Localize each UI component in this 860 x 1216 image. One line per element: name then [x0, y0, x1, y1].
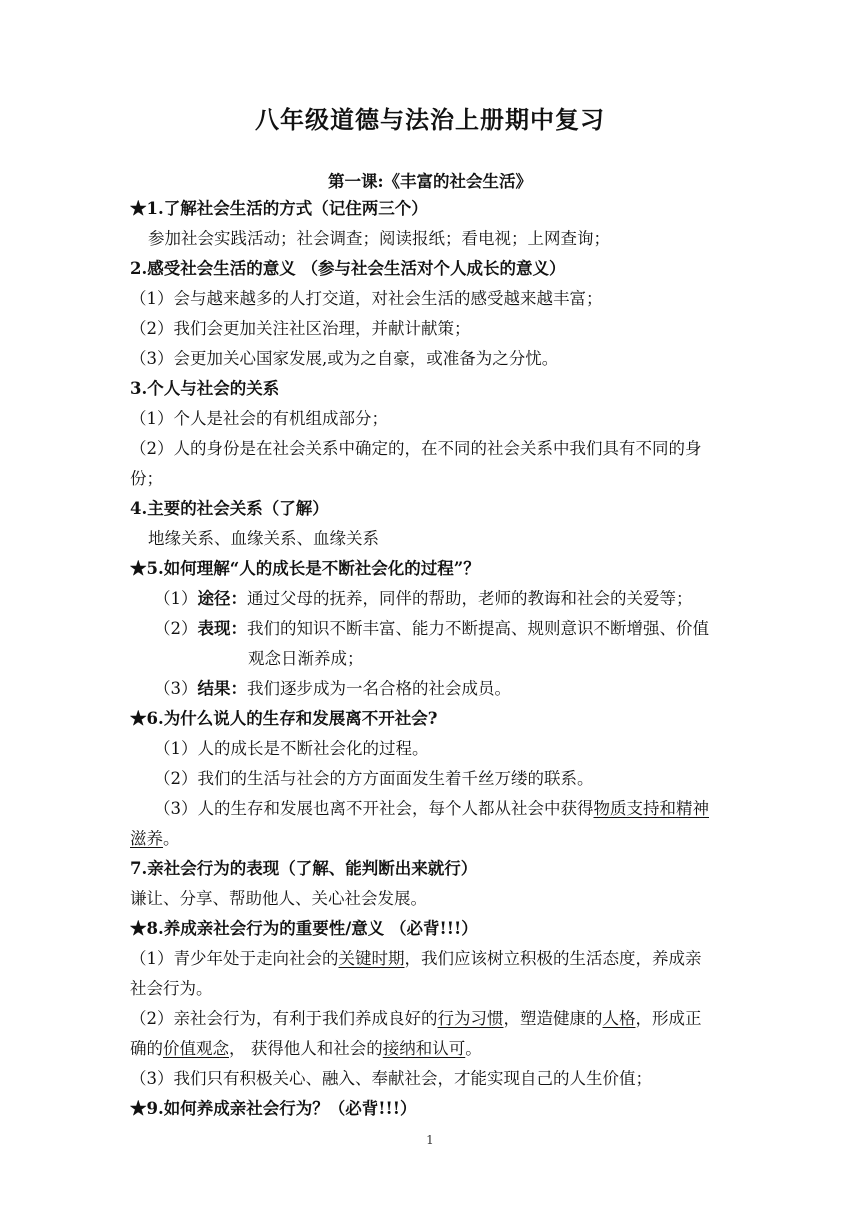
section-1-heading: ★1.了解社会生活的方式（记住两三个）: [130, 199, 428, 218]
section-4-heading: 4.主要的社会关系（了解）: [130, 499, 329, 518]
page-number: 1: [426, 1133, 434, 1147]
section-8-item-1: [130, 944, 735, 974]
underlined-keyword: 价值观念: [163, 1039, 229, 1058]
section-6-heading: ★6.为什么说人的生存和发展离不开社会?: [130, 709, 438, 728]
section-3-item-2: （2）人的身份是在社会关系中确定的，在不同的社会关系中我们具有不同的身: [130, 439, 702, 458]
section-2-item-3: （3）会更加关心国家发展,或为之自豪，或准备为之分忧。: [130, 349, 559, 368]
document-body: [130, 194, 735, 1124]
section-6-item-3: [130, 794, 735, 824]
item-number: （2）: [154, 619, 198, 638]
underlined-keyword: 行为习惯: [437, 1009, 504, 1028]
item-text: 。: [465, 1039, 482, 1058]
underlined-keyword: 滋养: [130, 829, 163, 848]
section-7-text: 谦让、分享、帮助他人、关心社会发展。: [130, 889, 427, 908]
item-text: （3）人的生存和发展也离不开社会，每个人都从社会中获得: [154, 799, 594, 818]
item-text: ，塑造健康的: [503, 1009, 603, 1028]
section-8-heading: ★8.养成亲社会行为的重要性/意义 （必背!!!）: [130, 919, 478, 938]
section-5-item-2: [130, 614, 735, 644]
section-2-item-1: （1）会与越来越多的人打交道，对社会生活的感受越来越丰富；: [130, 289, 603, 308]
section-3-item-1: （1）个人是社会的有机组成部分；: [130, 409, 388, 428]
item-label: 途径：: [197, 589, 247, 608]
underlined-keyword: 物质支持和精神: [593, 799, 709, 818]
section-7-heading: 7.亲社会行为的表现（了解、能判断出来就行）: [130, 859, 478, 878]
item-number: （1）: [154, 589, 198, 608]
section-5-heading: ★5.如何理解“人的成长是不断社会化的过程”？: [130, 559, 480, 578]
section-6-item-2: （2）我们的生活与社会的方方面面发生着千丝万缕的联系。: [154, 769, 594, 788]
section-2-heading: 2.感受社会生活的意义 （参与社会生活对个人成长的意义）: [130, 259, 566, 278]
section-6-item-1: （1）人的成长是不断社会化的过程。: [154, 739, 429, 758]
section-1-text: 参加社会实践活动；社会调查；阅读报纸；看电视；上网查询；: [148, 229, 610, 248]
section-4-text: 地缘关系、血缘关系、血缘关系: [148, 529, 379, 548]
section-6-item-3-continued: [130, 824, 735, 854]
section-8-item-3: （3）我们只有积极关心、融入、奉献社会，才能实现自己的人生价值；: [130, 1069, 652, 1088]
item-label: 表现：: [197, 619, 247, 638]
item-text: ，形成正: [635, 1009, 702, 1028]
section-8-item-1-continued: 社会行为。: [130, 979, 213, 998]
item-label: 结果：: [197, 679, 247, 698]
item-text: （1）青少年处于走向社会的: [130, 949, 339, 968]
section-3-item-2-continued: 份；: [130, 469, 163, 488]
item-text: 确的: [130, 1039, 163, 1058]
section-8-item-2: [130, 1004, 735, 1034]
document-title: 八年级道德与法治上册期中复习: [255, 105, 605, 134]
section-5-item-3: [130, 674, 735, 704]
item-text: 我们逐步成为一名合格的社会成员。: [247, 679, 511, 698]
item-text: 。: [163, 829, 180, 848]
item-text: ， 获得他人和社会的: [229, 1039, 383, 1058]
item-number: （3）: [154, 679, 198, 698]
lesson-title: 第一课:《丰富的社会生活》: [327, 172, 533, 191]
item-text: （2）亲社会行为，有利于我们养成良好的: [130, 1009, 438, 1028]
item-text: 通过父母的抚养，同伴的帮助，老师的教诲和社会的关爱等；: [247, 589, 693, 608]
underlined-keyword: 关键时期: [338, 949, 405, 968]
section-5-item-1: [130, 584, 735, 614]
item-text: ，我们应该树立积极的生活态度，养成亲: [404, 949, 702, 968]
section-9-heading: ★9.如何养成亲社会行为？（必背!!!）: [130, 1099, 417, 1118]
underlined-keyword: 接纳和认可: [382, 1039, 466, 1058]
underlined-keyword: 人格: [602, 1009, 636, 1028]
item-text: 我们的知识不断丰富、能力不断提高、规则意识不断增强、价值: [247, 619, 709, 638]
section-3-heading: 3.个人与社会的关系: [130, 379, 280, 398]
section-5-item-2-continued: 观念日渐养成；: [248, 649, 364, 668]
section-2-item-2: （2）我们会更加关注社区治理，并献计献策；: [130, 319, 471, 338]
section-8-item-2-continued: [130, 1034, 735, 1064]
